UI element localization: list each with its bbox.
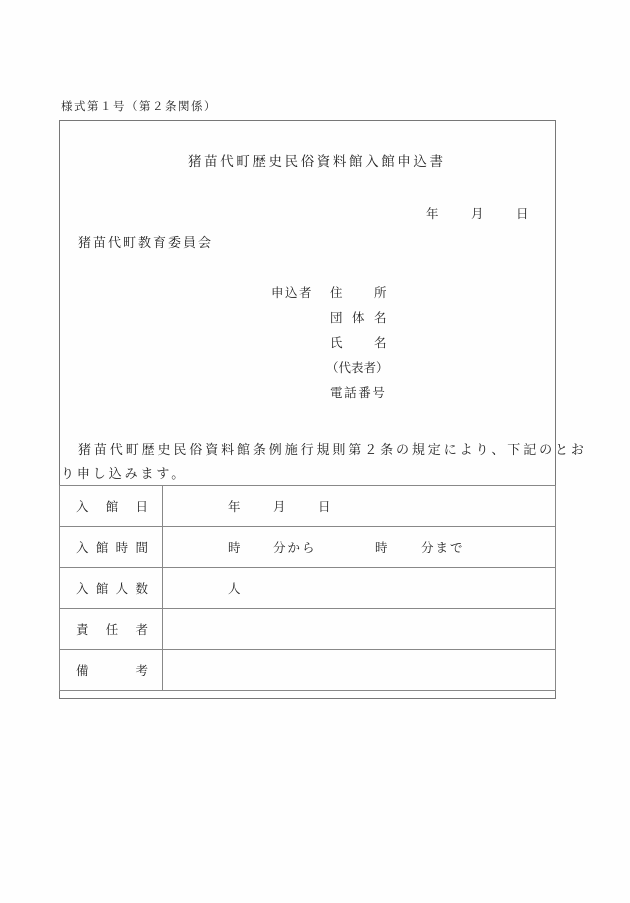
table-row-responsible-person bbox=[60, 609, 556, 650]
label-responsible-person bbox=[60, 609, 163, 650]
table-row-visit-date bbox=[60, 486, 556, 527]
label-char: 人 bbox=[115, 581, 129, 596]
value-visit-date[interactable] bbox=[163, 486, 556, 527]
label-char: 館 bbox=[105, 499, 119, 514]
label-char: 備 bbox=[76, 663, 89, 678]
label-char: 日 bbox=[135, 499, 148, 514]
label-char: 者 bbox=[135, 622, 148, 637]
org-name-label-1: 団 bbox=[330, 310, 343, 325]
label-char: 責 bbox=[76, 622, 89, 637]
label-char: 入 bbox=[76, 540, 89, 555]
address-label-2: 所 bbox=[374, 285, 387, 300]
value-responsible-person[interactable] bbox=[163, 609, 556, 650]
label-char: 数 bbox=[135, 581, 148, 596]
label-char: 館 bbox=[95, 581, 109, 596]
start-minute-label: 分から bbox=[273, 540, 317, 555]
visit-day-label: 日 bbox=[318, 499, 331, 514]
label-visit-date bbox=[60, 486, 163, 527]
date-day-label: 日 bbox=[516, 206, 529, 221]
statement-line-1: 猪苗代町歴史民俗資料館条例施行規則第２条の規定により、下記のとお bbox=[78, 443, 587, 458]
start-hour-label: 時 bbox=[228, 540, 241, 555]
value-visit-time[interactable] bbox=[163, 527, 556, 568]
table-row-remarks bbox=[60, 650, 556, 691]
end-hour-label: 時 bbox=[375, 540, 388, 555]
persons-unit-label: 人 bbox=[228, 581, 241, 596]
statement-line-2: り申し込みます。 bbox=[61, 467, 188, 482]
label-char: 任 bbox=[105, 622, 119, 637]
representative-label: （代表者） bbox=[326, 360, 389, 375]
details-table bbox=[59, 485, 556, 691]
date-year-label: 年 bbox=[426, 206, 439, 221]
org-name-label-2: 体 bbox=[352, 310, 365, 325]
form-title: 猪苗代町歴史民俗資料館入館申込書 bbox=[188, 154, 446, 170]
label-char: 入 bbox=[76, 499, 89, 514]
value-remarks[interactable] bbox=[163, 650, 556, 691]
visit-month-label: 月 bbox=[273, 499, 286, 514]
label-visitor-count bbox=[60, 568, 163, 609]
date-month-label: 月 bbox=[471, 206, 484, 221]
org-name-label-3: 名 bbox=[374, 310, 387, 325]
name-label-1: 氏 bbox=[330, 335, 343, 350]
label-char: 入 bbox=[76, 581, 89, 596]
phone-char-2: 話 bbox=[344, 385, 359, 400]
value-visitor-count[interactable] bbox=[163, 568, 556, 609]
end-minute-label: 分まで bbox=[421, 540, 465, 555]
table-row-visit-time bbox=[60, 527, 556, 568]
table-row-visitor-count bbox=[60, 568, 556, 609]
phone-char-3: 番 bbox=[358, 385, 373, 400]
label-char: 考 bbox=[135, 663, 148, 678]
label-char: 時 bbox=[115, 540, 129, 555]
label-visit-time bbox=[60, 527, 163, 568]
visit-year-label: 年 bbox=[228, 499, 241, 514]
address-label-1: 住 bbox=[330, 285, 343, 300]
recipient: 猪苗代町教育委員会 bbox=[78, 236, 214, 251]
phone-char-1: 電 bbox=[330, 385, 345, 400]
label-char: 間 bbox=[135, 540, 148, 555]
phone-label bbox=[330, 383, 386, 401]
form-number-label: 様式第１号（第２条関係） bbox=[61, 99, 217, 113]
label-char: 館 bbox=[95, 540, 109, 555]
phone-char-4: 号 bbox=[372, 385, 387, 400]
name-label-2: 名 bbox=[374, 335, 387, 350]
label-remarks bbox=[60, 650, 163, 691]
applicant-label: 申込者 bbox=[271, 285, 314, 300]
